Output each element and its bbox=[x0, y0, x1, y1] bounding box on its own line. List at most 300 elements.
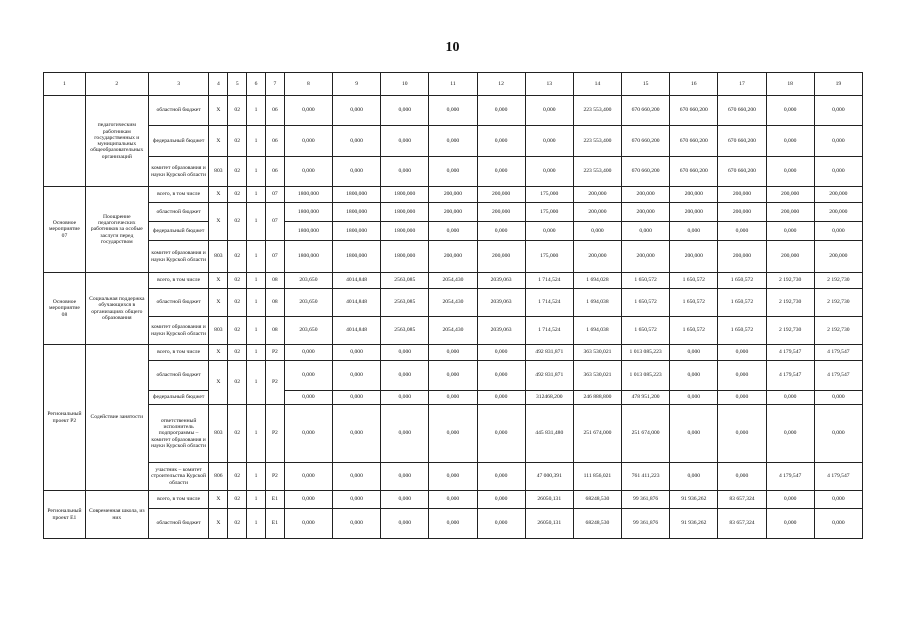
value-cell: 0,000 bbox=[670, 463, 718, 491]
code-cell: 803 bbox=[209, 405, 228, 463]
value-cell: 99 361,876 bbox=[622, 491, 670, 509]
value-cell: 0,000 bbox=[284, 405, 332, 463]
value-cell: 4014,848 bbox=[333, 289, 381, 317]
value-cell: 0,000 bbox=[333, 491, 381, 509]
value-cell: 0,000 bbox=[525, 222, 573, 241]
value-cell: 0,000 bbox=[333, 509, 381, 539]
value-cell: 0,000 bbox=[284, 96, 332, 126]
value-cell: 0,000 bbox=[381, 405, 429, 463]
value-cell: 1800,000 bbox=[381, 241, 429, 273]
value-cell: 492 831,871 bbox=[525, 361, 573, 391]
value-cell: 200,000 bbox=[573, 241, 621, 273]
value-cell: 200,000 bbox=[573, 187, 621, 203]
value-cell: 175,000 bbox=[525, 203, 573, 222]
value-cell: 312468,200 bbox=[525, 391, 573, 405]
funding-source-cell: комитет образования и науки Курской области bbox=[148, 157, 209, 187]
value-cell: 0,000 bbox=[766, 405, 814, 463]
value-cell: 4 179,547 bbox=[814, 345, 862, 361]
value-cell: 0,000 bbox=[284, 463, 332, 491]
value-cell: 0,000 bbox=[525, 126, 573, 157]
code-cell: 1 bbox=[247, 203, 266, 241]
funding-source-cell: всего, в том числе bbox=[148, 491, 209, 509]
header-cell: 1 bbox=[44, 73, 86, 96]
value-cell: 478 951,200 bbox=[622, 391, 670, 405]
header-cell: 10 bbox=[381, 73, 429, 96]
value-cell: 26050,131 bbox=[525, 491, 573, 509]
value-cell: 1 650,572 bbox=[718, 289, 766, 317]
code-cell: X bbox=[209, 126, 228, 157]
header-cell: 3 bbox=[148, 73, 209, 96]
value-cell: 1 694,038 bbox=[573, 317, 621, 345]
value-cell: 200,000 bbox=[766, 241, 814, 273]
code-cell: 02 bbox=[228, 317, 247, 345]
value-cell: 2563,085 bbox=[381, 317, 429, 345]
table-row bbox=[44, 317, 863, 345]
value-cell: 761 411,223 bbox=[622, 463, 670, 491]
code-cell: 1 bbox=[247, 187, 266, 203]
header-cell: 6 bbox=[247, 73, 266, 96]
table-row bbox=[44, 491, 863, 509]
value-cell: 670 660,200 bbox=[622, 126, 670, 157]
code-cell: 02 bbox=[228, 289, 247, 317]
value-cell: 1800,000 bbox=[333, 203, 381, 222]
code-cell: 02 bbox=[228, 491, 247, 509]
value-cell: 670 660,200 bbox=[718, 126, 766, 157]
funding-source-cell: областной бюджет bbox=[148, 289, 209, 317]
measure-code-cell: Региональный проект Р2 bbox=[44, 345, 86, 491]
value-cell: 1800,000 bbox=[284, 187, 332, 203]
code-cell: 08 bbox=[265, 317, 284, 345]
value-cell: 47 000,391 bbox=[525, 463, 573, 491]
value-cell: 83 657,324 bbox=[718, 491, 766, 509]
code-cell: X bbox=[209, 289, 228, 317]
value-cell: 1 714,524 bbox=[525, 273, 573, 289]
value-cell: 0,000 bbox=[429, 405, 477, 463]
value-cell: 1 714,524 bbox=[525, 289, 573, 317]
value-cell: 4 179,547 bbox=[766, 345, 814, 361]
value-cell: 200,000 bbox=[718, 241, 766, 273]
value-cell: 200,000 bbox=[814, 203, 862, 222]
measure-code-cell: Региональный проект Е1 bbox=[44, 491, 86, 539]
value-cell: 1 650,572 bbox=[718, 273, 766, 289]
code-cell: 02 bbox=[228, 463, 247, 491]
value-cell: 0,000 bbox=[525, 96, 573, 126]
value-cell: 0,000 bbox=[814, 391, 862, 405]
table-row bbox=[44, 203, 863, 222]
value-cell: 0,000 bbox=[766, 391, 814, 405]
code-cell: 02 bbox=[228, 126, 247, 157]
value-cell: 0,000 bbox=[381, 345, 429, 361]
value-cell: 670 660,200 bbox=[718, 157, 766, 187]
code-cell: 1 bbox=[247, 273, 266, 289]
value-cell: 203,650 bbox=[284, 317, 332, 345]
code-cell: 803 bbox=[209, 157, 228, 187]
value-cell: 0,000 bbox=[766, 157, 814, 187]
code-cell: E1 bbox=[265, 509, 284, 539]
header-cell: 8 bbox=[284, 73, 332, 96]
value-cell: 2039,063 bbox=[477, 289, 525, 317]
value-cell: 0,000 bbox=[284, 157, 332, 187]
measure-title-cell: Содействие занятости bbox=[85, 345, 148, 491]
value-cell: 83 657,324 bbox=[718, 509, 766, 539]
value-cell: 0,000 bbox=[477, 222, 525, 241]
value-cell: 1 013 085,223 bbox=[622, 361, 670, 391]
code-cell: 1 bbox=[247, 289, 266, 317]
value-cell: 200,000 bbox=[670, 203, 718, 222]
code-cell: 803 bbox=[209, 241, 228, 273]
code-cell: 06 bbox=[265, 126, 284, 157]
funding-source-cell: федеральный бюджет bbox=[148, 222, 209, 241]
code-cell: 1 bbox=[247, 361, 266, 405]
value-cell: 0,000 bbox=[718, 222, 766, 241]
value-cell: 0,000 bbox=[477, 463, 525, 491]
value-cell: 0,000 bbox=[284, 126, 332, 157]
code-cell: 02 bbox=[228, 345, 247, 361]
value-cell: 0,000 bbox=[718, 391, 766, 405]
value-cell: 2 192,730 bbox=[814, 273, 862, 289]
code-cell: 1 bbox=[247, 405, 266, 463]
value-cell: 2039,063 bbox=[477, 273, 525, 289]
value-cell: 200,000 bbox=[477, 241, 525, 273]
value-cell: 0,000 bbox=[718, 345, 766, 361]
value-cell: 0,000 bbox=[333, 96, 381, 126]
header-cell: 4 bbox=[209, 73, 228, 96]
funding-source-cell: областной бюджет bbox=[148, 361, 209, 391]
value-cell: 200,000 bbox=[573, 203, 621, 222]
value-cell: 0,000 bbox=[477, 391, 525, 405]
code-cell: 02 bbox=[228, 187, 247, 203]
code-cell: 1 bbox=[247, 96, 266, 126]
code-cell: 1 bbox=[247, 509, 266, 539]
code-cell: X bbox=[209, 491, 228, 509]
value-cell: 0,000 bbox=[381, 361, 429, 391]
value-cell: 200,000 bbox=[622, 241, 670, 273]
value-cell: 175,000 bbox=[525, 187, 573, 203]
value-cell: 1 650,572 bbox=[622, 289, 670, 317]
value-cell: 0,000 bbox=[333, 391, 381, 405]
value-cell: 223 553,400 bbox=[573, 96, 621, 126]
code-cell: 806 bbox=[209, 463, 228, 491]
value-cell: 1800,000 bbox=[333, 241, 381, 273]
value-cell: 0,000 bbox=[477, 491, 525, 509]
value-cell: 4014,848 bbox=[333, 317, 381, 345]
table-row bbox=[44, 289, 863, 317]
value-cell: 1 694,038 bbox=[573, 289, 621, 317]
code-cell: P2 bbox=[265, 463, 284, 491]
page-number: 10 bbox=[445, 40, 460, 55]
value-cell: 0,000 bbox=[814, 509, 862, 539]
value-cell: 0,000 bbox=[766, 509, 814, 539]
value-cell: 200,000 bbox=[429, 241, 477, 273]
measure-code-cell: Основное мероприятие 07 bbox=[44, 187, 86, 273]
table-row bbox=[44, 222, 863, 241]
code-cell: 02 bbox=[228, 509, 247, 539]
code-cell: E1 bbox=[265, 491, 284, 509]
value-cell: 0,000 bbox=[814, 126, 862, 157]
code-cell: X bbox=[209, 345, 228, 361]
header-cell: 5 bbox=[228, 73, 247, 96]
value-cell: 175,000 bbox=[525, 241, 573, 273]
value-cell: 0,000 bbox=[333, 463, 381, 491]
value-cell: 0,000 bbox=[381, 463, 429, 491]
code-cell: 02 bbox=[228, 273, 247, 289]
value-cell: 0,000 bbox=[284, 391, 332, 405]
value-cell: 0,000 bbox=[284, 509, 332, 539]
code-cell: 02 bbox=[228, 157, 247, 187]
value-cell: 0,000 bbox=[381, 157, 429, 187]
table-row bbox=[44, 509, 863, 539]
value-cell: 2054,430 bbox=[429, 289, 477, 317]
value-cell: 1800,000 bbox=[381, 187, 429, 203]
header-cell: 12 bbox=[477, 73, 525, 96]
value-cell: 200,000 bbox=[429, 187, 477, 203]
table-row bbox=[44, 126, 863, 157]
funding-source-cell: участник – комитет строительства Курской области bbox=[148, 463, 209, 491]
header-cell: 18 bbox=[766, 73, 814, 96]
value-cell: 203,650 bbox=[284, 289, 332, 317]
funding-source-cell: областной бюджет bbox=[148, 203, 209, 222]
code-cell: 02 bbox=[228, 361, 247, 405]
value-cell: 1 650,572 bbox=[670, 273, 718, 289]
value-cell: 1 650,572 bbox=[718, 317, 766, 345]
value-cell: 200,000 bbox=[622, 187, 670, 203]
code-cell: X bbox=[209, 187, 228, 203]
value-cell: 223 553,400 bbox=[573, 126, 621, 157]
value-cell: 200,000 bbox=[477, 203, 525, 222]
value-cell: 1 714,524 bbox=[525, 317, 573, 345]
value-cell: 200,000 bbox=[718, 187, 766, 203]
funding-source-cell: всего, в том числе bbox=[148, 187, 209, 203]
value-cell: 2563,085 bbox=[381, 289, 429, 317]
value-cell: 246 888,800 bbox=[573, 391, 621, 405]
value-cell: 223 553,400 bbox=[573, 157, 621, 187]
value-cell: 91 936,262 bbox=[670, 509, 718, 539]
value-cell: 1800,000 bbox=[333, 187, 381, 203]
value-cell: 0,000 bbox=[670, 222, 718, 241]
value-cell: 670 660,200 bbox=[718, 96, 766, 126]
value-cell: 0,000 bbox=[284, 491, 332, 509]
value-cell: 1 013 085,223 bbox=[622, 345, 670, 361]
value-cell: 0,000 bbox=[333, 361, 381, 391]
measure-title-cell: педагогическим работникам государственных и муниципальных общеобразовательных организаций bbox=[85, 96, 148, 187]
funding-source-cell: всего, в том числе bbox=[148, 345, 209, 361]
table-row bbox=[44, 273, 863, 289]
value-cell: 200,000 bbox=[766, 203, 814, 222]
funding-source-cell: комитет образования и науки Курской области bbox=[148, 241, 209, 273]
value-cell: 0,000 bbox=[381, 509, 429, 539]
code-cell: 803 bbox=[209, 317, 228, 345]
code-cell: 06 bbox=[265, 157, 284, 187]
funding-source-cell: областной бюджет bbox=[148, 509, 209, 539]
value-cell: 0,000 bbox=[381, 126, 429, 157]
measure-code-cell: Основное мероприятие 08 bbox=[44, 273, 86, 345]
value-cell: 0,000 bbox=[333, 345, 381, 361]
funding-source-cell: всего, в том числе bbox=[148, 273, 209, 289]
value-cell: 670 660,200 bbox=[622, 96, 670, 126]
value-cell: 2 192,730 bbox=[766, 273, 814, 289]
value-cell: 2 192,730 bbox=[814, 289, 862, 317]
value-cell: 68248,530 bbox=[573, 491, 621, 509]
value-cell: 0,000 bbox=[429, 491, 477, 509]
table-row bbox=[44, 187, 863, 203]
value-cell: 2054,430 bbox=[429, 273, 477, 289]
value-cell: 1 650,572 bbox=[622, 273, 670, 289]
value-cell: 200,000 bbox=[477, 187, 525, 203]
value-cell: 1 694,028 bbox=[573, 273, 621, 289]
value-cell: 0,000 bbox=[429, 509, 477, 539]
table-row bbox=[44, 361, 863, 391]
code-cell: P2 bbox=[265, 361, 284, 405]
value-cell: 670 660,200 bbox=[622, 157, 670, 187]
value-cell: 251 674,000 bbox=[573, 405, 621, 463]
value-cell: 200,000 bbox=[814, 187, 862, 203]
value-cell: 0,000 bbox=[284, 345, 332, 361]
funding-source-cell: федеральный бюджет bbox=[148, 391, 209, 405]
table-row bbox=[44, 391, 863, 405]
header-cell: 16 bbox=[670, 73, 718, 96]
measure-title-cell: Социальная поддержка обучающихся в организациях общего образования bbox=[85, 273, 148, 345]
value-cell: 4 179,547 bbox=[814, 361, 862, 391]
funding-source-cell: областной бюджет bbox=[148, 96, 209, 126]
code-cell: 1 bbox=[247, 317, 266, 345]
value-cell: 203,650 bbox=[284, 273, 332, 289]
value-cell: 1 650,572 bbox=[622, 317, 670, 345]
value-cell: 2039,063 bbox=[477, 317, 525, 345]
header-cell: 9 bbox=[333, 73, 381, 96]
header-cell: 13 bbox=[525, 73, 573, 96]
value-cell: 200,000 bbox=[670, 241, 718, 273]
code-cell: 08 bbox=[265, 289, 284, 317]
budget-table bbox=[43, 72, 863, 539]
code-cell: 02 bbox=[228, 96, 247, 126]
table-row bbox=[44, 96, 863, 126]
code-cell: 06 bbox=[265, 96, 284, 126]
value-cell: 0,000 bbox=[766, 96, 814, 126]
value-cell: 363 530,021 bbox=[573, 361, 621, 391]
value-cell: 0,000 bbox=[381, 96, 429, 126]
table-row bbox=[44, 241, 863, 273]
value-cell: 0,000 bbox=[525, 157, 573, 187]
code-cell: 07 bbox=[265, 241, 284, 273]
header-cell: 15 bbox=[622, 73, 670, 96]
value-cell: 0,000 bbox=[477, 405, 525, 463]
value-cell: 363 530,021 bbox=[573, 345, 621, 361]
value-cell: 4014,848 bbox=[333, 273, 381, 289]
value-cell: 0,000 bbox=[477, 361, 525, 391]
value-cell: 200,000 bbox=[766, 187, 814, 203]
funding-source-cell: федеральный бюджет bbox=[148, 126, 209, 157]
value-cell: 1 650,572 bbox=[670, 317, 718, 345]
code-cell: P2 bbox=[265, 405, 284, 463]
value-cell: 0,000 bbox=[670, 361, 718, 391]
code-cell: 1 bbox=[247, 463, 266, 491]
value-cell: 0,000 bbox=[477, 126, 525, 157]
value-cell: 445 831,480 bbox=[525, 405, 573, 463]
code-cell: X bbox=[209, 96, 228, 126]
value-cell: 0,000 bbox=[477, 345, 525, 361]
value-cell: 2563,085 bbox=[381, 273, 429, 289]
value-cell: 670 660,200 bbox=[670, 126, 718, 157]
value-cell: 91 936,262 bbox=[670, 491, 718, 509]
value-cell: 0,000 bbox=[814, 96, 862, 126]
header-cell: 14 bbox=[573, 73, 621, 96]
code-cell: X bbox=[209, 203, 228, 241]
value-cell: 0,000 bbox=[429, 126, 477, 157]
value-cell: 99 361,876 bbox=[622, 509, 670, 539]
value-cell: 1800,000 bbox=[333, 222, 381, 241]
value-cell: 0,000 bbox=[333, 126, 381, 157]
value-cell: 0,000 bbox=[766, 222, 814, 241]
value-cell: 1800,000 bbox=[381, 203, 429, 222]
measure-title-cell: Современная школа, из них bbox=[85, 491, 148, 539]
code-cell: 1 bbox=[247, 157, 266, 187]
value-cell: 0,000 bbox=[477, 157, 525, 187]
value-cell: 68248,530 bbox=[573, 509, 621, 539]
value-cell: 670 660,200 bbox=[670, 96, 718, 126]
value-cell: 2 192,730 bbox=[766, 289, 814, 317]
value-cell: 0,000 bbox=[718, 463, 766, 491]
header-cell: 2 bbox=[85, 73, 148, 96]
value-cell: 0,000 bbox=[333, 157, 381, 187]
code-cell: X bbox=[209, 509, 228, 539]
value-cell: 0,000 bbox=[766, 126, 814, 157]
value-cell: 0,000 bbox=[573, 222, 621, 241]
code-cell: X bbox=[209, 361, 228, 405]
code-cell: 1 bbox=[247, 345, 266, 361]
value-cell: 0,000 bbox=[429, 361, 477, 391]
value-cell: 1 650,572 bbox=[670, 289, 718, 317]
value-cell: 0,000 bbox=[284, 361, 332, 391]
header-cell: 7 bbox=[265, 73, 284, 96]
header-row bbox=[44, 73, 863, 96]
value-cell: 0,000 bbox=[429, 463, 477, 491]
value-cell: 0,000 bbox=[718, 361, 766, 391]
value-cell: 0,000 bbox=[814, 157, 862, 187]
value-cell: 200,000 bbox=[429, 203, 477, 222]
value-cell: 200,000 bbox=[670, 187, 718, 203]
code-cell: 02 bbox=[228, 405, 247, 463]
code-cell: 02 bbox=[228, 203, 247, 241]
value-cell: 670 660,200 bbox=[670, 157, 718, 187]
value-cell: 0,000 bbox=[429, 391, 477, 405]
value-cell: 1800,000 bbox=[284, 241, 332, 273]
value-cell: 0,000 bbox=[814, 405, 862, 463]
value-cell: 251 674,000 bbox=[622, 405, 670, 463]
funding-source-cell: ответственный исполнитель подпрограммы – комитет образования и науки Курской области bbox=[148, 405, 209, 463]
code-cell: 07 bbox=[265, 187, 284, 203]
table-row bbox=[44, 463, 863, 491]
value-cell: 0,000 bbox=[670, 345, 718, 361]
value-cell: 2054,430 bbox=[429, 317, 477, 345]
measure-code-cell bbox=[44, 96, 86, 187]
value-cell: 26050,131 bbox=[525, 509, 573, 539]
header-cell: 11 bbox=[429, 73, 477, 96]
value-cell: 0,000 bbox=[477, 509, 525, 539]
value-cell: 4 179,547 bbox=[814, 463, 862, 491]
code-cell: X bbox=[209, 273, 228, 289]
value-cell: 0,000 bbox=[766, 491, 814, 509]
value-cell: 1800,000 bbox=[284, 203, 332, 222]
code-cell: 1 bbox=[247, 241, 266, 273]
code-cell: 1 bbox=[247, 491, 266, 509]
value-cell: 0,000 bbox=[429, 222, 477, 241]
value-cell: 1800,000 bbox=[284, 222, 332, 241]
value-cell: 0,000 bbox=[477, 96, 525, 126]
value-cell: 2 192,730 bbox=[766, 317, 814, 345]
code-cell: P2 bbox=[265, 345, 284, 361]
table-row bbox=[44, 405, 863, 463]
value-cell: 492 831,871 bbox=[525, 345, 573, 361]
